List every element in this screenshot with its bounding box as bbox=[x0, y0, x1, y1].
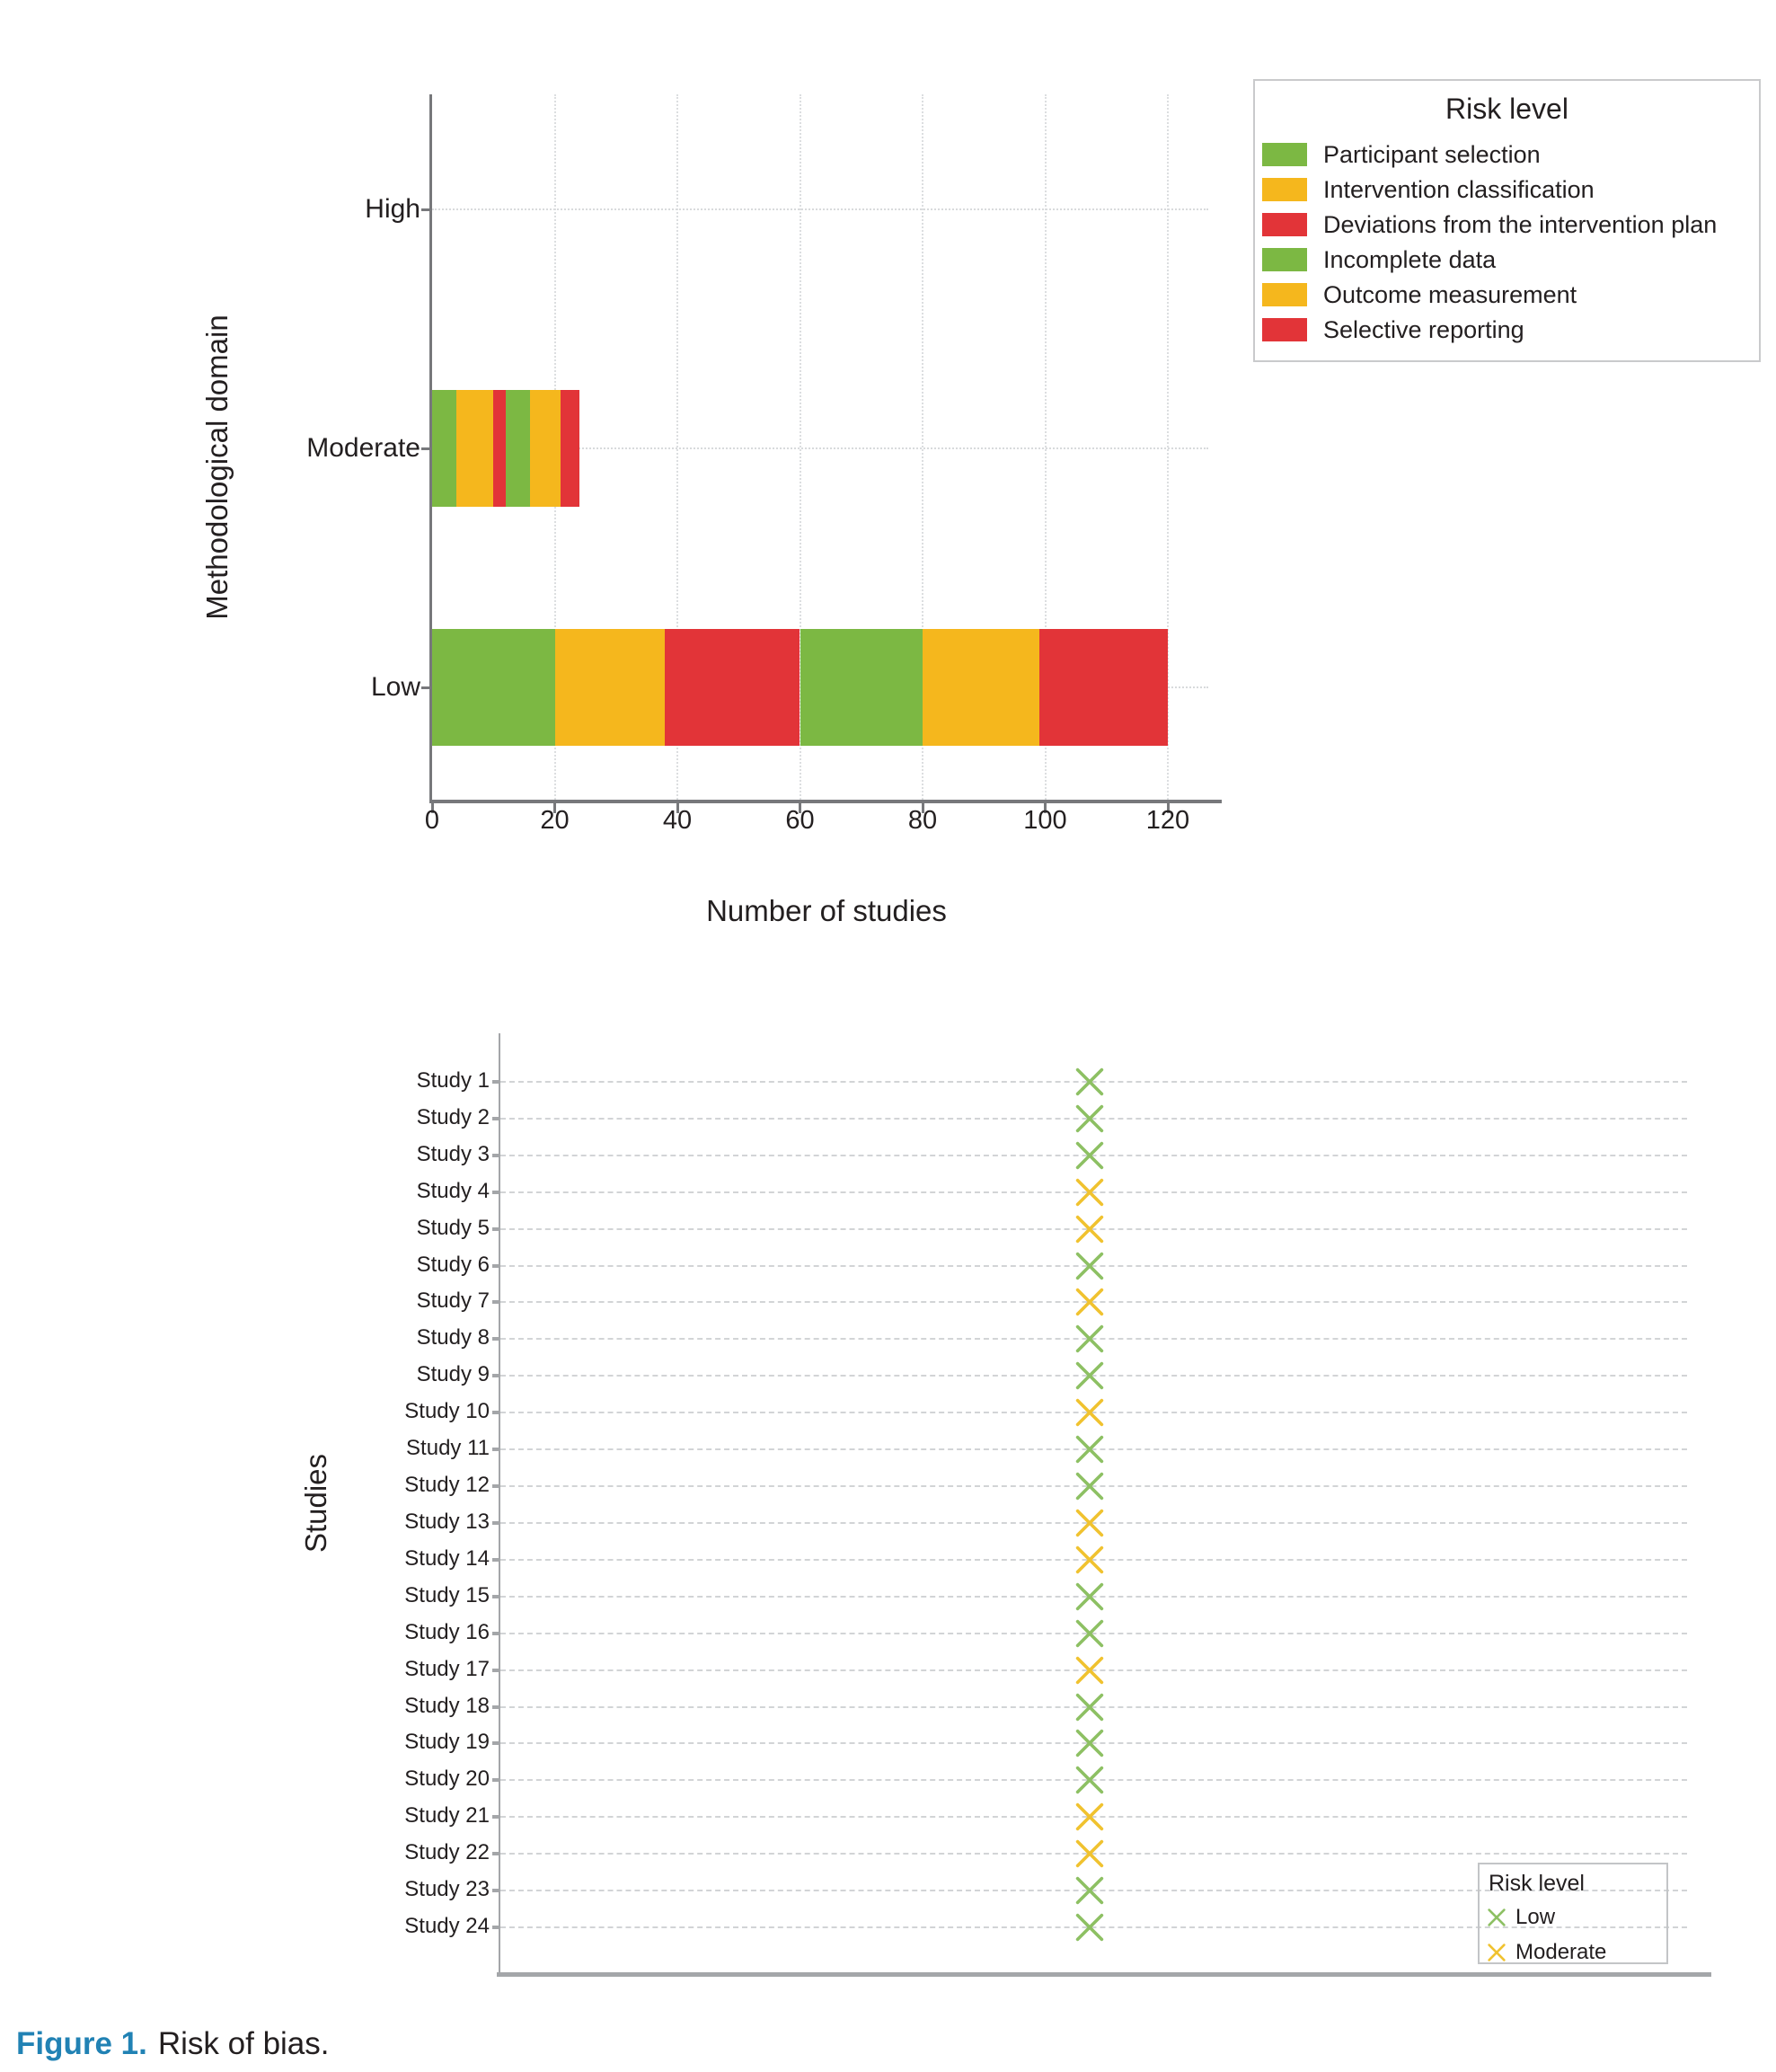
study-label-17: Study 17 bbox=[404, 1656, 490, 1681]
figure-caption-label: Figure 1. bbox=[16, 2026, 147, 2061]
marker-study-16-low bbox=[1074, 1618, 1105, 1649]
top-y-axis-title: Methodological domain bbox=[200, 314, 234, 620]
marker-study-7-moderate bbox=[1074, 1287, 1105, 1317]
bottom-legend-label-moderate: Moderate bbox=[1515, 1939, 1607, 1964]
legend-entry-selective-reporting bbox=[1262, 312, 1759, 347]
marker-study-5-moderate bbox=[1074, 1214, 1105, 1244]
bottom-legend-marker-holder-moderate bbox=[1487, 1943, 1507, 1962]
legend-label-selective-reporting: Selective reporting bbox=[1323, 315, 1524, 343]
bar-low-outcome-measurement bbox=[923, 629, 1039, 746]
bottom-legend-label-low: Low bbox=[1515, 1904, 1556, 1929]
x-tick-label-20: 20 bbox=[540, 806, 570, 835]
marker-study-23-low bbox=[1074, 1875, 1105, 1906]
study-label-21: Study 21 bbox=[404, 1803, 490, 1828]
bar-moderate-deviations-from-the-intervention-plan bbox=[493, 390, 506, 507]
bar-low-selective-reporting bbox=[1039, 629, 1168, 746]
bar-low-intervention-classification bbox=[555, 629, 666, 746]
marker-study-19-low bbox=[1074, 1728, 1105, 1758]
legend-swatch-intervention-classification bbox=[1262, 178, 1307, 201]
legend-swatch-participant-selection bbox=[1262, 143, 1307, 166]
study-label-16: Study 16 bbox=[404, 1619, 490, 1644]
x-tick-label-60: 60 bbox=[785, 806, 815, 835]
legend-label-participant-selection: Participant selection bbox=[1323, 140, 1541, 168]
study-label-2: Study 2 bbox=[416, 1104, 490, 1129]
marker-study-15-low bbox=[1074, 1581, 1105, 1612]
x-tick-label-40: 40 bbox=[662, 806, 693, 835]
figure-caption bbox=[16, 2024, 330, 2064]
legend-entry-intervention-classification bbox=[1262, 172, 1759, 207]
gridline-high bbox=[432, 208, 1208, 210]
study-label-19: Study 19 bbox=[404, 1730, 490, 1755]
legend-entry-participant-selection bbox=[1262, 137, 1759, 172]
bar-moderate-incomplete-data bbox=[506, 390, 530, 507]
study-label-13: Study 13 bbox=[404, 1509, 490, 1534]
top-legend bbox=[1253, 79, 1761, 362]
top-x-axis bbox=[429, 800, 1222, 803]
marker-study-20-low bbox=[1074, 1765, 1105, 1795]
legend-label-outcome-measurement: Outcome measurement bbox=[1323, 280, 1577, 308]
bottom-legend-marker-holder-low bbox=[1487, 1908, 1507, 1927]
marker-study-2-low bbox=[1074, 1103, 1105, 1134]
bottom-legend bbox=[1478, 1863, 1668, 1964]
marker-study-8-low bbox=[1074, 1324, 1105, 1354]
bottom-legend-title: Risk level bbox=[1489, 1871, 1585, 1896]
x-tick-label-0: 0 bbox=[424, 806, 440, 835]
y-label-moderate: Moderate bbox=[306, 433, 420, 463]
marker-study-11-low bbox=[1074, 1434, 1105, 1465]
study-label-18: Study 18 bbox=[404, 1693, 490, 1718]
study-label-22: Study 22 bbox=[404, 1840, 490, 1865]
legend-swatch-selective-reporting bbox=[1262, 318, 1307, 341]
legend-label-intervention-classification: Intervention classification bbox=[1323, 175, 1595, 203]
y-tick-high bbox=[421, 208, 431, 211]
study-label-5: Study 5 bbox=[416, 1215, 490, 1240]
bottom-x-axis bbox=[497, 1972, 1711, 1977]
study-label-24: Study 24 bbox=[404, 1913, 490, 1938]
marker-study-18-low bbox=[1074, 1692, 1105, 1722]
bottom-legend-entry-moderate bbox=[1487, 1935, 1666, 1970]
study-label-12: Study 12 bbox=[404, 1473, 490, 1498]
y-tick-low bbox=[421, 686, 431, 689]
legend-label-incomplete-data: Incomplete data bbox=[1323, 245, 1497, 273]
x-tick-label-80: 80 bbox=[907, 806, 938, 835]
bottom-y-axis-title: Studies bbox=[299, 1453, 332, 1554]
marker-study-13-moderate bbox=[1074, 1508, 1105, 1538]
study-label-7: Study 7 bbox=[416, 1288, 490, 1314]
study-label-3: Study 3 bbox=[416, 1141, 490, 1166]
bottom-legend-marker-moderate bbox=[1487, 1943, 1507, 1962]
legend-swatch-outcome-measurement bbox=[1262, 283, 1307, 306]
study-label-23: Study 23 bbox=[404, 1877, 490, 1902]
top-legend-entries bbox=[1255, 137, 1759, 347]
top-x-axis-title: Number of studies bbox=[706, 894, 947, 927]
bar-moderate-participant-selection bbox=[432, 390, 456, 507]
study-label-11: Study 11 bbox=[406, 1436, 490, 1461]
bar-moderate-outcome-measurement bbox=[530, 390, 561, 507]
legend-entry-deviations-from-the-intervention-plan bbox=[1262, 207, 1759, 242]
marker-study-12-low bbox=[1074, 1471, 1105, 1501]
figure-caption-text: Risk of bias. bbox=[157, 2026, 330, 2061]
legend-label-deviations-from-the-intervention-plan: Deviations from the intervention plan bbox=[1323, 210, 1718, 238]
study-label-9: Study 9 bbox=[416, 1362, 490, 1387]
study-label-4: Study 4 bbox=[416, 1178, 490, 1203]
study-label-15: Study 15 bbox=[404, 1582, 490, 1607]
bar-moderate-intervention-classification bbox=[456, 390, 493, 507]
marker-study-22-moderate bbox=[1074, 1838, 1105, 1869]
bottom-y-axis bbox=[499, 1033, 500, 1974]
marker-study-21-moderate bbox=[1074, 1802, 1105, 1832]
bar-moderate-selective-reporting bbox=[561, 390, 579, 507]
y-label-low: Low bbox=[370, 672, 420, 702]
x-tick-label-100: 100 bbox=[1023, 806, 1067, 835]
bar-low-incomplete-data bbox=[800, 629, 923, 746]
legend-entry-outcome-measurement bbox=[1262, 277, 1759, 312]
study-label-1: Study 1 bbox=[416, 1068, 490, 1093]
legend-swatch-incomplete-data bbox=[1262, 248, 1307, 271]
study-label-10: Study 10 bbox=[404, 1399, 490, 1424]
y-label-high: High bbox=[365, 194, 420, 224]
study-label-8: Study 8 bbox=[416, 1325, 490, 1350]
marker-study-3-low bbox=[1074, 1140, 1105, 1171]
study-label-20: Study 20 bbox=[404, 1767, 490, 1792]
marker-study-14-moderate bbox=[1074, 1545, 1105, 1575]
bottom-legend-entries bbox=[1480, 1899, 1666, 1970]
legend-entry-incomplete-data bbox=[1262, 242, 1759, 277]
marker-study-9-low bbox=[1074, 1360, 1105, 1391]
marker-study-24-low bbox=[1074, 1912, 1105, 1943]
study-label-14: Study 14 bbox=[404, 1545, 490, 1571]
y-tick-moderate bbox=[421, 447, 431, 450]
marker-study-6-low bbox=[1074, 1251, 1105, 1281]
bottom-legend-marker-low bbox=[1487, 1908, 1507, 1927]
study-label-6: Study 6 bbox=[416, 1252, 490, 1277]
legend-swatch-deviations-from-the-intervention-plan bbox=[1262, 213, 1307, 236]
marker-study-1-low bbox=[1074, 1067, 1105, 1097]
bar-low-participant-selection bbox=[432, 629, 555, 746]
marker-study-10-moderate bbox=[1074, 1397, 1105, 1428]
x-tick-label-120: 120 bbox=[1145, 806, 1190, 835]
bar-low-deviations-from-the-intervention-plan bbox=[665, 629, 800, 746]
bottom-legend-entry-low bbox=[1487, 1899, 1666, 1935]
top-legend-title: Risk level bbox=[1445, 93, 1568, 125]
marker-study-17-moderate bbox=[1074, 1655, 1105, 1686]
marker-study-4-moderate bbox=[1074, 1177, 1105, 1208]
